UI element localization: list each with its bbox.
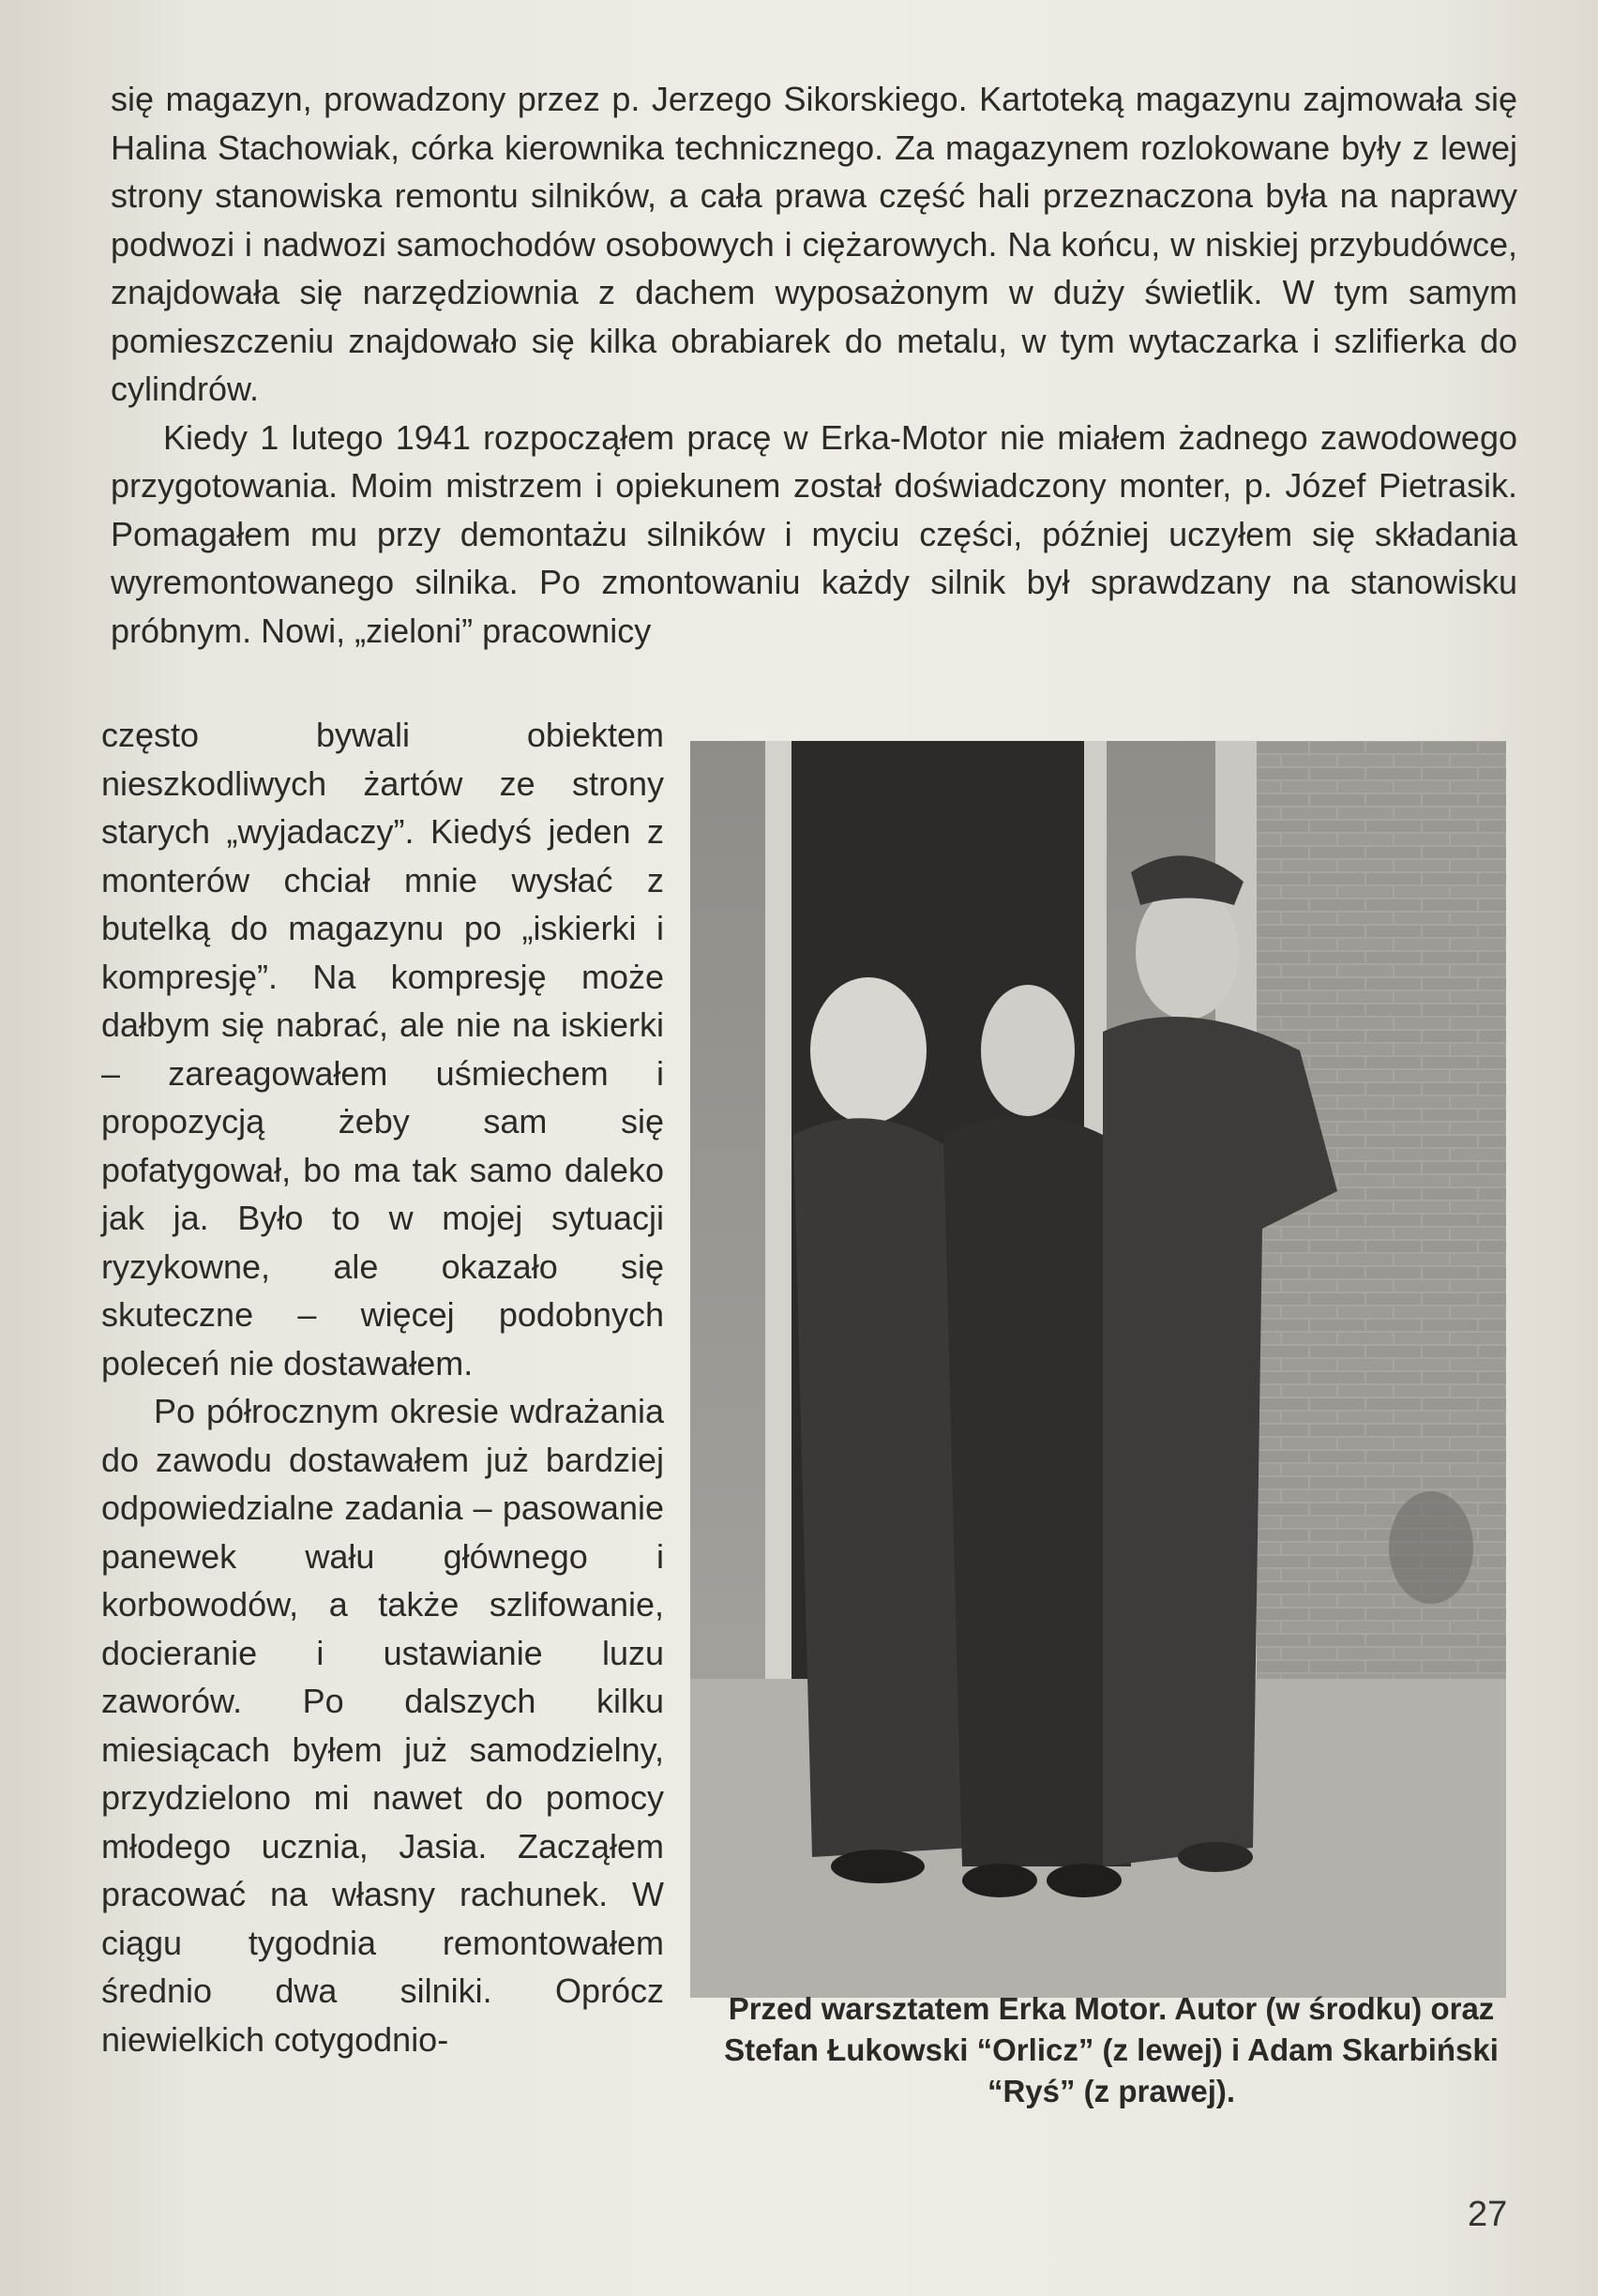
page-number: 27 (1468, 2195, 1508, 2234)
paragraph-1: się magazyn, prowadzony przez p. Jerzego Sikorskiego. Kartoteką magazynu zajmowała się Halina Stachowiak, córka kierownika technicznego. Za magazynem rozlokowane były z lewej strony stanowiska remontu silników, a cała prawa część hali przeznaczona była na naprawy podwozi i nadwozi samochodów osobowych i ciężarowych. Na końcu, w niskiej przybudówce, znajdowała się narzędziownia z dachem wyposażonym w duży świetlik. W tym samym pomieszczeniu znajdowało się kilka obrabiarek do metalu, w tym wytaczarka i szlifierka do cylindrów. (111, 80, 1517, 408)
left-column-text (101, 711, 664, 2063)
photo-illustration (690, 741, 1506, 1998)
paragraph-3: często bywali obiektem nieszkodliwych żartów ze strony starych „wyjadaczy”. Kiedyś jeden z monterów chciał mnie wysłać z butelką do magazynu po „iskierki i kompresję”. Na kompresję może dałbym się nabrać, ale nie na iskierki – zareagowałem uśmiechem i propozycją żeby sam się pofatygował, bo ma tak samo daleko jak ja. Było to w mojej sytuacji ryzykowne, ale okazało się skuteczne – więcej podobnych poleceń nie dostawałem. (101, 716, 664, 1382)
paragraph-2: Kiedy 1 lutego 1941 rozpocząłem pracę w Erka-Motor nie miałem żadnego zawodowego przygotowania. Moim mistrzem i opiekunem został doświadczony monter, p. Józef Pietrasik. Pomagałem mu przy demontażu silników i myciu części, później uczyłem się składania wyremontowanego silnika. Po zmontowaniu każdy silnik był sprawdzany na stanowisku próbnym. Nowi, „zieloni” pracownicy (111, 417, 1517, 650)
photograph-three-mechanics (690, 741, 1506, 1998)
full-width-text (111, 75, 1517, 655)
photo-caption: Przed warsztatem Erka Motor. Autor (w środku) oraz Stefan Łukowski “Orlicz” (z lewej) i Adam Skarbiński “Ryś” (z prawej). (724, 1991, 1499, 2108)
paragraph-4: Po półrocznym okresie wdrażania do zawodu dostawałem już bardziej odpowiedzialne zadania – pasowanie panewek wału głównego i korbowodów, a także szlifowanie, docieranie i ustawianie luzu zaworów. Po dalszych kilku miesiącach byłem już samodzielny, przydzielono mi nawet do pomocy młodego ucznia, Jasia. Zacząłem pracować na własny rachunek. W ciągu tygodnia remontowałem średnio dwa silniki. Oprócz niewielkich cotygodnio- (101, 1392, 664, 2059)
